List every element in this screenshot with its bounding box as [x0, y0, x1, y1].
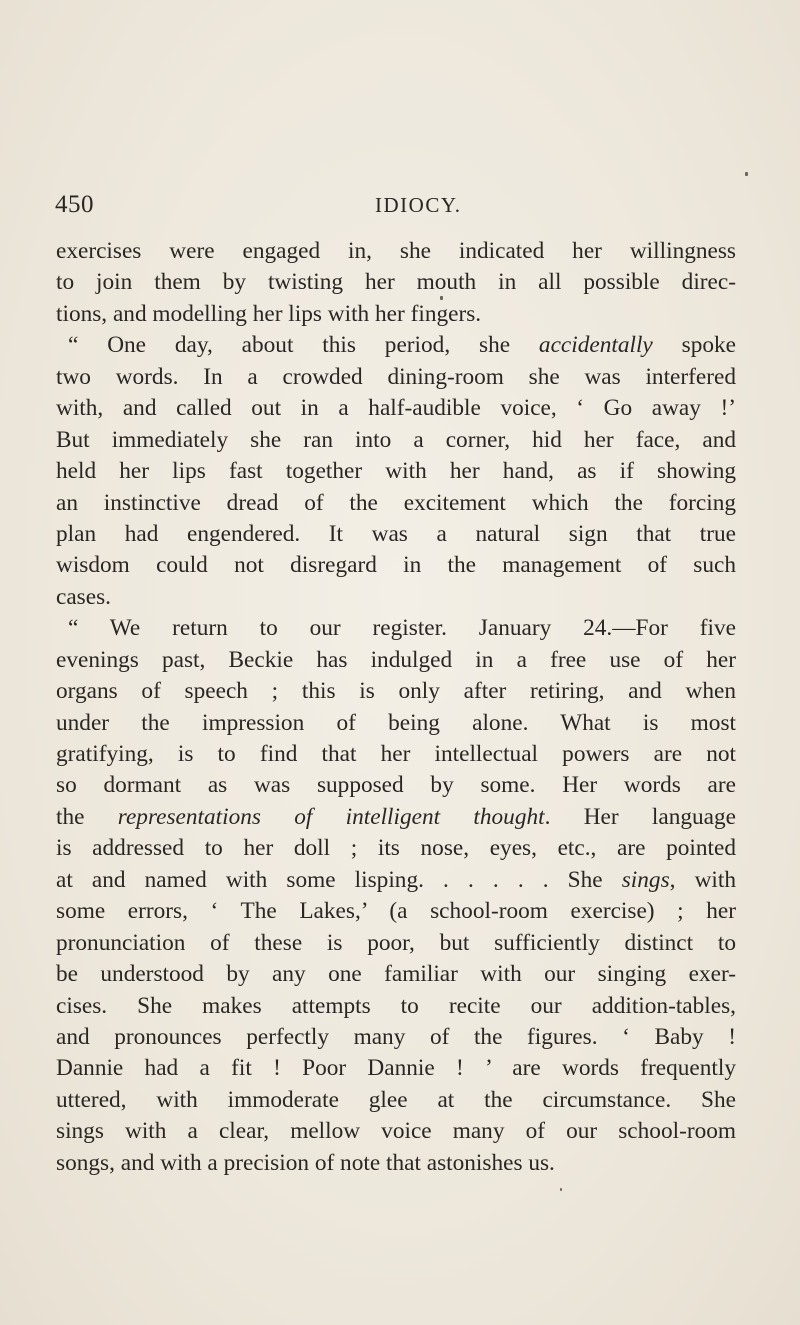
text-line: gratifying, is to find that her intellectual powers are not: [56, 741, 736, 767]
text-line: held her lips fast together with her hand, as if showing: [56, 458, 736, 485]
text-line: organs of speech ; this is only after retiring, and when: [56, 678, 736, 705]
text-line: an instinctive dread of the excitement which the forcing: [56, 489, 736, 516]
text-line: cises. She makes attempts to recite our addition-tables,: [56, 992, 736, 1019]
text-line: cases.: [56, 583, 111, 610]
text-line: the representations of intelligent thought. Her language: [56, 803, 736, 830]
text-line: But immediately she ran into a corner, hid her face, and: [56, 426, 736, 453]
text-line: uttered, with immoderate glee at the circumstance. She: [56, 1086, 736, 1113]
text-line: “ One day, about this period, she accidentally spoke: [68, 332, 736, 359]
page-number: 450: [55, 191, 94, 218]
ink-speck: [440, 296, 443, 300]
text-line: at and named with some lisping. . . . . . She sings, with: [56, 866, 736, 893]
text-line: be understood by any one familiar with our singing exer-: [56, 961, 736, 988]
text-line: is addressed to her doll ; its nose, eyes, etc., are pointed: [56, 835, 736, 862]
text-line: songs, and with a precision of note that astonishes us.: [56, 1149, 555, 1176]
ink-speck: [745, 172, 748, 176]
text-line: sings with a clear, mellow voice many of our school-room: [56, 1118, 736, 1145]
text-line: tions, and modelling her lips with her fingers.: [56, 300, 482, 327]
page-header: [55, 191, 735, 231]
text-line: evenings past, Beckie has indulged in a free use of her: [56, 646, 736, 673]
text-line: two words. In a crowded dining-room she was interfered: [56, 363, 736, 390]
text-line: under the impression of being alone. What is most: [56, 709, 736, 736]
text-line: some errors, ‘ The Lakes,’ (a school-room exercise) ; her: [56, 898, 736, 925]
text-line: to join them by twisting her mouth in all possible direc-: [56, 269, 736, 296]
ink-speck: [560, 1188, 562, 1191]
text-line: so dormant as was supposed by some. Her words are: [56, 772, 736, 799]
text-line: pronunciation of these is poor, but sufficiently distinct to: [56, 929, 736, 956]
text-line: “ We return to our register. January 24.—For five: [68, 615, 736, 642]
text-line: with, and called out in a half-audible voice, ‘ Go away !’: [56, 395, 736, 422]
running-head: IDIOCY.: [375, 193, 462, 217]
text-line: and pronounces perfectly many of the figures. ‘ Baby !: [56, 1023, 736, 1050]
text-line: Dannie had a fit ! Poor Dannie ! ’ are words frequently: [56, 1055, 736, 1082]
text-line: plan had engendered. It was a natural sign that true: [56, 520, 736, 547]
body-text: [56, 236, 736, 1179]
text-line: exercises were engaged in, she indicated her willingness: [56, 238, 736, 264]
text-line: wisdom could not disregard in the management of such: [56, 552, 736, 579]
